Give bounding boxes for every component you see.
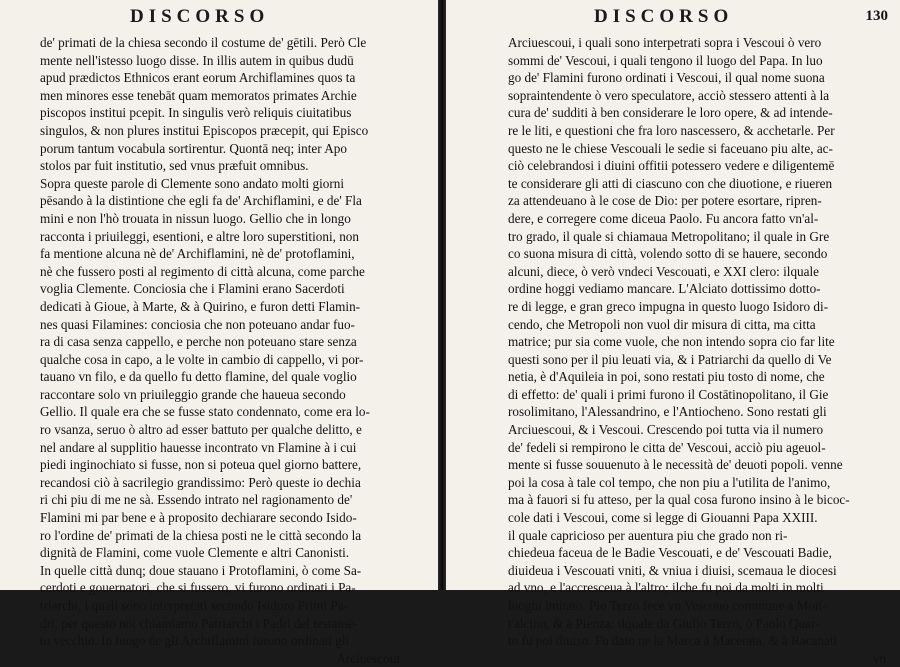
text-line: za attendeuano à le cose de Dio: per potere esortare, ripren-: [508, 193, 822, 209]
text-line: fa mentione alcuna nè de' Archiflamini, nè de' protoflamini,: [40, 246, 355, 262]
text-line: voglia Clemente. Conciosia che i Flamini erano Sacerdoti: [40, 281, 345, 297]
text-line: mente si fusse souuenuto à le necessità de' deuoti popoli. venne: [508, 457, 843, 473]
text-line: stolos par fuit institutio, sed vnus præfuit omnibus.: [40, 158, 309, 174]
text-line: nè che fussero posti al regimento di città alcuna, come parche: [40, 263, 365, 279]
text-line: go de' Flamini furono ordinati i Vescoui, il qual nome suona: [508, 70, 825, 86]
text-line: tauano vn filo, e da quello fu detto flamine, del quale voglio: [40, 369, 357, 385]
text-line: mente nell'istesso luogo disse. In illis autem in quibus dudū: [40, 52, 354, 68]
text-line: dedicati à Gioue, à Marte, & à Quirino, e furon detti Flamin-: [40, 298, 361, 314]
text-line: Sopra queste parole di Clemente sono andato molti giorni: [40, 175, 344, 191]
text-line: dignità de Flamini, come vuole Clemente e altri Canonisti.: [40, 545, 350, 561]
text-line: cerdoti e gouernatori, che si fussero, vi furono ordinati i Pa-: [40, 580, 356, 596]
text-line: sopraintendente ò vero speculatore, acciò stessero attenti à la: [508, 87, 830, 103]
text-line: luoghi imitato. Pio Terzo fece vn Vescouo commune a Mon-: [508, 598, 826, 613]
text-line: re le liti, e questioni che fra loro nascessero, & acchetarle. Per: [508, 122, 835, 138]
text-line: de' primati de la chiesa secondo il costume de' gētili. Però Cle: [40, 35, 367, 50]
text-line: Arciuescoui, i quali sono interpetrati sopra i Vescoui ò vero: [508, 35, 822, 50]
right-page: [446, 0, 900, 666]
text-line: ro vsanza, seruo ò altro ad esser battuto per qualche delitto, e: [40, 422, 362, 438]
catchword: vn: [872, 650, 886, 666]
text-line: qualche cosa in capo, a le volte in cambio di cappello, vi por-: [40, 351, 364, 367]
text-line: In quelle città dunq; doue stauano i Protoflamini, ò come Sa-: [40, 562, 362, 578]
text-line: racconta i priuileggi, esentioni, e altre loro superstitioni, non: [40, 228, 359, 244]
text-block: [40, 34, 400, 667]
text-line: sommi de' Vescoui, i quali tengono il luogo del Papa. In luo: [508, 52, 823, 68]
text-line: raccontare solo vn priuileggio grande che haueua secondo: [40, 386, 346, 402]
text-line: t'alcino, & à Pienza: ilquale da Giulio Terzo, ò Paolo Quar-: [508, 615, 820, 631]
text-line: ri chi piu di me ne sà. Essendo intrato nel ragionamento de': [40, 492, 353, 508]
page-number: 130: [865, 8, 888, 24]
text-line: questi sono per il piu leuati via, & i Patriarchi da quello di Ve: [508, 351, 832, 367]
text-line: Gellio. Il quale era che se fusse stato condennato, come era lo-: [40, 404, 370, 420]
text-line: cendo, che Metropoli non vuol dir misura di citta, ma citta: [508, 316, 816, 332]
text-line: ciò celebrandosi i diuini offitii potessero vedere e diligentemē: [508, 158, 835, 174]
text-line: ro l'ordine de' primati de la chiesa posti ne le città secondo la: [40, 527, 362, 543]
text-line: porum tantum vocabula sortirentur. Quontā neq; inter Apo: [40, 140, 347, 156]
text-line: netia, è d'Aquileia in poi, sono restati piu tosto di nome, che: [508, 369, 825, 385]
text-line: nes quasi Filamines: conciosia che non poteuano andar fuo-: [40, 316, 355, 332]
text-line: cura de' sudditi à ben considerare le loro opere, & ad intende-: [508, 105, 833, 121]
text-line: to fu poi diuiso. Fu dato ne la Marca à Macerata, & à Racanati: [508, 633, 838, 649]
running-head: DISCORSO: [594, 6, 734, 27]
book-gutter: [438, 0, 446, 590]
text-line: de' fedeli si rempirono le citta de' Vescoui, acciò piu ageuol-: [508, 439, 826, 455]
text-line: alcuni, diece, ò verò vndeci Vescouati, e XXI clero: ilquale: [508, 263, 820, 279]
text-line: singulos, & non plures institui Episcopos præcepit, qui Episco: [40, 122, 369, 138]
text-block: [508, 34, 886, 667]
text-line: dere, e corregere come diceua Paolo. Fu ancora fatto vn'al-: [508, 210, 819, 226]
text-line: co suona misura di città, volendo sotto di se hauere, secondo: [508, 246, 828, 262]
text-line: il quale capricioso per auentura piu che grado non ri-: [508, 527, 788, 543]
text-line: triarchi, i quali sono interpretati secondo Isidoro Primi Pa-: [40, 598, 349, 613]
text-line: ordine hoggi vediamo mancare. L'Alciato dottissimo dotto-: [508, 281, 821, 297]
left-page: [0, 0, 438, 666]
text-line: matrice; pur sia come vuole, che non intendo sopra cio far lite: [508, 334, 835, 350]
text-line: Flamini mi par bene e à proposito dechiarare secondo Isido-: [40, 510, 357, 526]
running-head: DISCORSO: [130, 6, 270, 27]
text-line: te considerare gli atti di ciascuno con che diuotione, e riueren: [508, 175, 833, 191]
text-line: poi la cosa à tale col tempo, che non piu a l'utilita de l'animo,: [508, 474, 831, 490]
text-line: ma à fauori si fu atteso, per la qual cosa furono insino à le bicoc-: [508, 492, 850, 508]
text-line: piedi inginochiato si fusse, non si poteua quel giorno battere,: [40, 457, 362, 473]
text-line: tro grado, il quale si chiamaua Metropolitano; il quale in Gre: [508, 228, 830, 244]
text-line: rosolimitano, l'Alessandrino, e l'Antiocheno. Sono restati gli: [508, 404, 827, 420]
text-line: ad vno, e l'accresceua à l'altro; ilche fu poi da molti in molti: [508, 580, 824, 596]
text-line: Arciuescoui, & i Vescoui. Crescendo poi tutta via il numero: [508, 422, 824, 438]
text-line: ra di casa senza cappello, e perche non poteuano stare senza: [40, 334, 357, 350]
text-line: mini e non l'hò trouata in nissun luogo. Gellio che in longo: [40, 210, 351, 226]
text-line: apud prædictos Ethnicos erant eorum Archiflamines quos ta: [40, 70, 356, 86]
text-line: cole dati i Vescoui, come si legge di Giouanni Papa XXIII.: [508, 510, 818, 526]
text-line: piscopos institui pcepit. In singulis verò reliquis ciuitatibus: [40, 105, 352, 121]
text-line: nel andare al supplitio hauesse incontrato vn Flamine à i cui: [40, 439, 357, 455]
text-line: men minores esse tenebāt quam memoratos primates Archie: [40, 87, 357, 103]
text-line: pēsando à la distintione che egli fa de' Archiflamini, e de' Fla: [40, 193, 362, 209]
text-line: questo ne le chiese Vescouali le sedie si faceuano piu alte, ac-: [508, 140, 833, 156]
catchword: Arciuescoui: [336, 650, 400, 666]
text-line: chiedeua faceua de le Badie Vescouati, e de' Vescouati Badie,: [508, 545, 832, 561]
text-line: dri, per questo noi chiamiamo Patriarchi i Padri del testamē-: [40, 615, 358, 631]
text-line: recandosi ciò à sacrilegio grandissimo: Però queste io dechia: [40, 474, 361, 490]
text-line: diuideua i Vescouati vniti, & vniua i diuisi, scemaua le diocesi: [508, 562, 837, 578]
text-line: to vecchio. In luogo de gli Archiflamini furono ordinati gli: [40, 633, 350, 649]
text-line: re di legge, e gran greco impugna in questo luogo Isidoro di-: [508, 298, 829, 314]
text-line: di effetto: de' quali i primi furono il Costātinopolitano, il Gie: [508, 386, 829, 402]
